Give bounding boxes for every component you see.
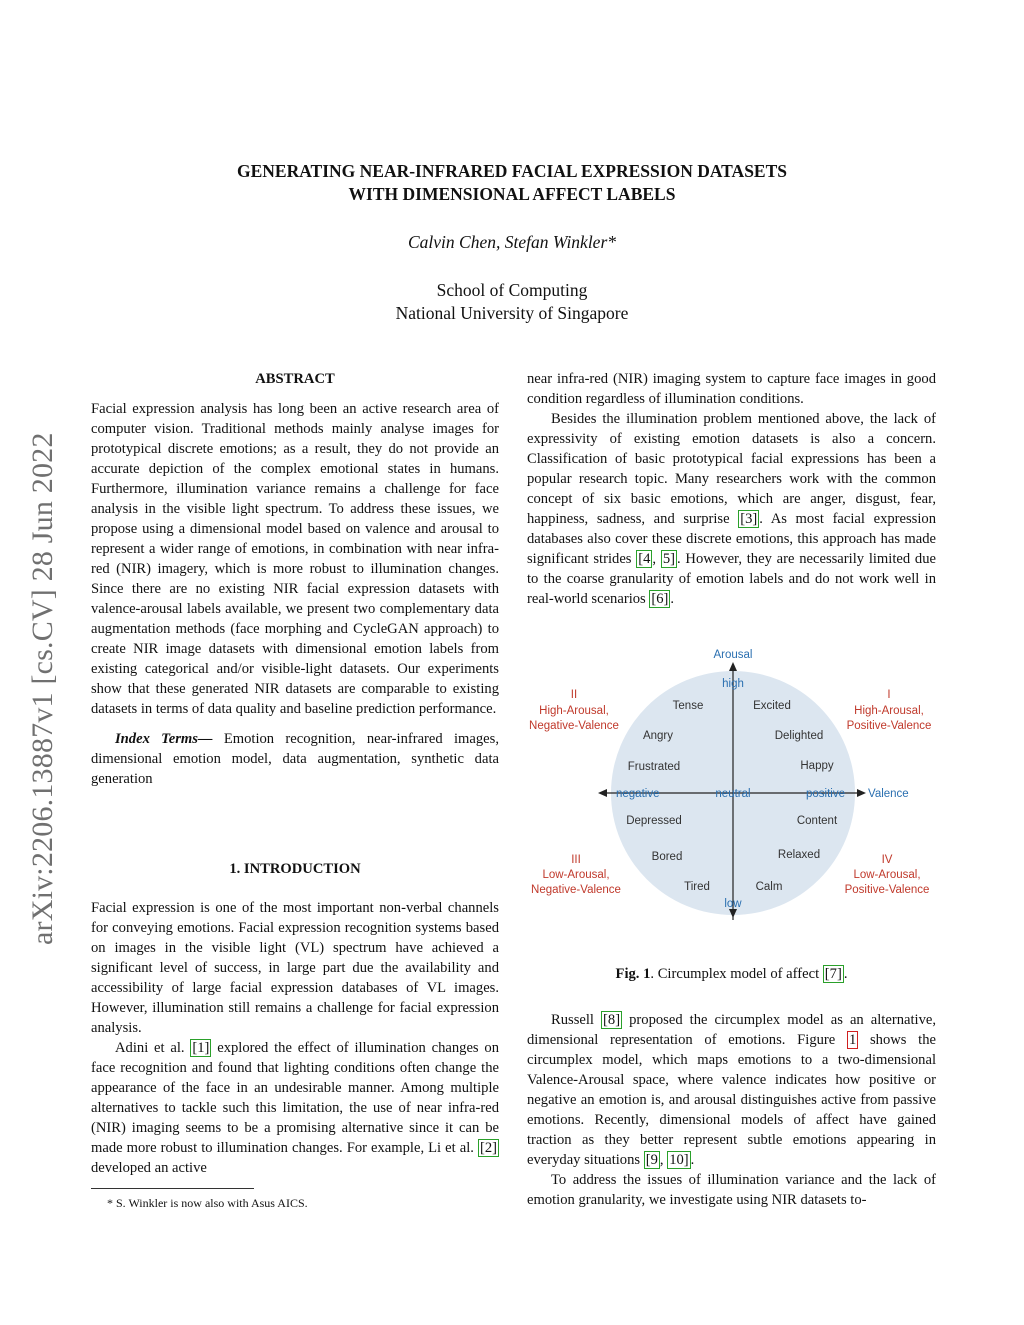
- citation-link-4[interactable]: [4: [638, 551, 651, 567]
- right-column-bottom: [527, 1010, 936, 1210]
- citation-link-3[interactable]: [3]: [740, 511, 758, 527]
- negative-label: negative: [616, 788, 660, 800]
- right-paragraph-3: [527, 1010, 936, 1170]
- citation-link-9[interactable]: [9: [645, 1152, 658, 1168]
- citation-link-6[interactable]: [6]: [651, 591, 669, 607]
- quadrant-1-line-2: Positive-Valence: [846, 720, 932, 732]
- quadrant-1-number: I: [887, 689, 891, 701]
- arxiv-id: arXiv:2206.13887v1 [cs.CV] 28 Jun 2022: [26, 432, 59, 945]
- index-terms-label: Index Terms—: [115, 731, 213, 747]
- citation-link-1[interactable]: [1]: [192, 1040, 210, 1056]
- quadrant-4-line-1: Low-Arousal,: [853, 869, 921, 881]
- arousal-arrow-up: [729, 662, 737, 671]
- caption-label: Fig. 1: [615, 966, 651, 982]
- right-p3-text-b: proposed the circumplex model as an alternative, dimensional representation of emotions. Figure: [527, 1012, 937, 1048]
- intro-paragraph-2: [91, 1038, 499, 1178]
- emotion-tense: Tense: [672, 700, 704, 712]
- right-paragraph-1: near infra-red (NIR) imaging system to capture face images in good condition regardless of illumination conditions.: [527, 371, 936, 407]
- quadrant-4-line-2: Positive-Valence: [844, 884, 930, 896]
- quadrant-1-line-1: High-Arousal,: [854, 705, 924, 717]
- right-paragraph-4: To address the issues of illumination variance and the lack of emotion granularity, we investigate using NIR datasets to-: [527, 1172, 936, 1208]
- citation-link-5[interactable]: 5]: [662, 551, 676, 567]
- low-label: low: [724, 898, 742, 910]
- authors: Calvin Chen, Stefan Winkler*: [407, 232, 617, 252]
- caption-text: . Circumplex model of affect: [650, 966, 823, 982]
- intro-p2-text-c: developed an active: [91, 1160, 207, 1176]
- emotion-content: Content: [796, 815, 838, 827]
- citation-link-2[interactable]: [2]: [479, 1140, 497, 1156]
- circumplex-figure: [520, 640, 940, 920]
- valence-label: Valence: [868, 788, 909, 800]
- quadrant-3-line-1: Low-Arousal,: [542, 869, 610, 881]
- affiliation-line-2: National University of Singapore: [395, 303, 629, 323]
- index-terms-text: Emotion recognition, near-infrared images, dimensional emotion model, data augmentation, synthetic data generation: [91, 731, 499, 787]
- intro-p2-text-a: Adini et al.: [115, 1040, 191, 1056]
- neutral-label: neutral: [715, 788, 751, 800]
- right-column-top: [527, 369, 936, 609]
- emotion-relaxed: Relaxed: [777, 849, 821, 861]
- intro-p2-text-b: explored the effect of illumination changes on face recognition and found that lighting conditions often change the appearance of the face in an undesirable manner. Among multiple alternatives to tackle such this limitation, the use of near infra-red (NIR) imaging seems to be a promising alternative since it can be made more robust to illumination changes. For example, Li et al.: [91, 1040, 500, 1156]
- citation-separator: ,: [652, 551, 661, 567]
- abstract-heading: ABSTRACT: [255, 371, 335, 387]
- footnote-rule: [91, 1188, 254, 1189]
- figure-1-link[interactable]: 1: [848, 1032, 857, 1048]
- title-line-1: GENERATING NEAR-INFRARED FACIAL EXPRESSION DATASETS: [236, 161, 788, 181]
- figure-caption: [527, 966, 936, 983]
- emotion-depressed: Depressed: [626, 815, 682, 827]
- affiliation-line-1: School of Computing: [436, 280, 588, 300]
- emotion-delighted: Delighted: [774, 730, 824, 742]
- quadrant-2-number: II: [570, 689, 578, 701]
- quadrant-3-number: III: [571, 854, 581, 866]
- right-p3-text-c: shows the circumplex model, which maps emotions to a two-dimensional Valence-Arousal space, where valence indicates how positive or negative an emotion is, and arousal distinguishes active from passive emotions. Recently, dimensional models of affect have gained traction as they better represent subtle emotions appearing in everyday situations: [527, 1032, 937, 1168]
- arxiv-stamp: [20, 355, 60, 945]
- introduction-section: [91, 859, 499, 1178]
- citation-separator-2: ,: [659, 1152, 668, 1168]
- emotion-frustrated: Frustrated: [627, 761, 681, 773]
- citation-link-8[interactable]: [8]: [603, 1012, 621, 1028]
- affiliation: [0, 279, 1024, 325]
- right-p2-text-d: .: [670, 591, 675, 607]
- emotion-happy: Happy: [800, 760, 834, 772]
- quadrant-2-line-1: High-Arousal,: [539, 705, 609, 717]
- paper-title: [0, 160, 1024, 206]
- arousal-label: Arousal: [713, 649, 753, 661]
- quadrant-4-number: IV: [881, 854, 893, 866]
- emotion-calm: Calm: [755, 881, 783, 893]
- valence-arrow-right: [857, 789, 866, 797]
- abstract-text: Facial expression analysis has long been an active research area of computer vision. Traditional methods mainly analyse images for prototypical discrete emotions; as a result, they do not provide an accurate depiction of the complex emotional states in humans. Furthermore, illumination variance remains a challenge for face analysis in the visible light spectrum. To address these issues, we propose using a dimensional model based on valence and arousal to represent a wider range of emotions, in combination with near infra-red (NIR) imagery, which is more robust to illumination changes. Since there are no existing NIR facial expression datasets with valence-arousal labels available, we present two complementary data augmentation methods (face morphing and CycleGAN approach) to create NIR image datasets with dimensional emotion labels from existing categorical and/or visible-light datasets. Our experiments show that these generated NIR datasets are comparable to existing datasets in terms of data quality and baseline prediction performance.: [91, 401, 499, 717]
- index-terms: [91, 729, 499, 789]
- emotion-angry: Angry: [642, 730, 674, 742]
- title-line-2: WITH DIMENSIONAL AFFECT LABELS: [348, 184, 676, 204]
- abstract-section: [91, 369, 499, 789]
- right-p3-text-a: Russell: [551, 1012, 602, 1028]
- right-p2-text-b: . As most facial expression databases also cover these discrete emotions, this approach has made significant strides: [527, 511, 937, 567]
- high-label: high: [722, 678, 744, 690]
- right-p2-text-a: Besides the illumination problem mentioned above, the lack of expressivity of existing emotion datasets is also a concern. Classification of basic prototypical facial expressions has been a popular research topic. Many researchers work with the common concept of six basic emotions, which are anger, disgust, fear, happiness, sadness, and surprise: [527, 411, 936, 527]
- emotion-bored: Bored: [651, 851, 683, 863]
- quadrant-3-line-2: Negative-Valence: [531, 884, 621, 896]
- emotion-tired: Tired: [684, 881, 710, 893]
- intro-paragraph-1: Facial expression is one of the most important non-verbal channels for conveying emotions. Facial expression recognition systems based on images in the visible light (VL) spectrum have achieved a significant level of success, in large part due the availability and accessibility of large facial expression databases of VL images. However, illumination still remains a challenge for facial expression analysis.: [91, 900, 499, 1036]
- right-paragraph-2: [527, 409, 936, 609]
- citation-link-7[interactable]: [7]: [824, 966, 842, 982]
- citation-link-10[interactable]: 10]: [669, 1152, 689, 1168]
- caption-end: .: [843, 966, 848, 982]
- introduction-heading: 1. INTRODUCTION: [229, 861, 361, 877]
- positive-label: positive: [806, 788, 845, 800]
- quadrant-2-line-2: Negative-Valence: [529, 720, 619, 732]
- footnote: * S. Winkler is now also with Asus AICS.: [107, 1196, 308, 1210]
- right-p3-text-d: .: [690, 1152, 695, 1168]
- valence-arrow-left: [598, 789, 607, 797]
- right-p2-text-c: . However, they are necessarily limited due to the coarse granularity of emotion labels and do not work well in real-world scenarios: [527, 551, 937, 607]
- emotion-excited: Excited: [753, 700, 791, 712]
